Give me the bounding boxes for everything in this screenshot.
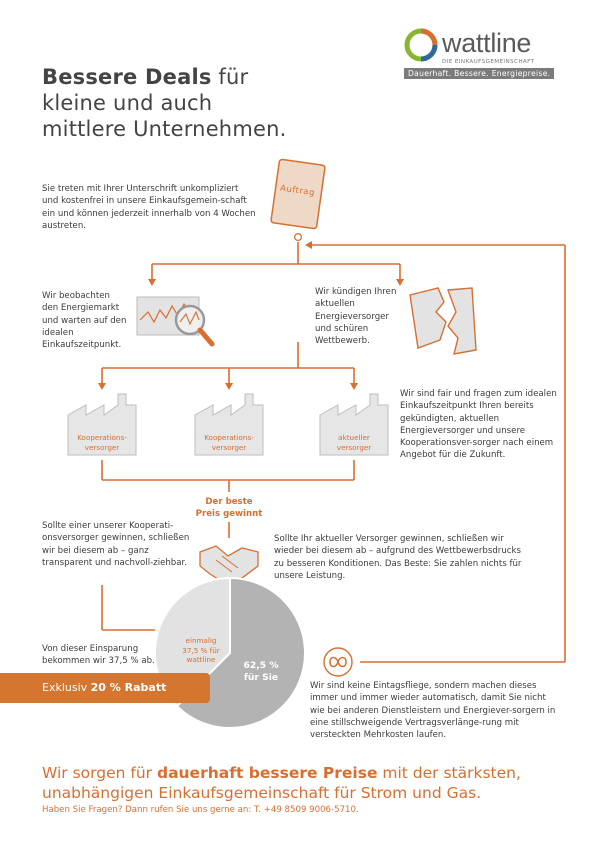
observe-text: Wir beobachten den Energiemarkt und warten auf den idealen Einkaufszeitpunkt. bbox=[42, 291, 127, 351]
factory-label-1: Kooperations- versorger bbox=[77, 433, 127, 452]
pie-label-you: 62,5 % für Sie bbox=[243, 660, 279, 683]
wattline-logo bbox=[404, 28, 535, 65]
title-rest: für bbox=[211, 65, 249, 89]
title-line2: kleine und auch bbox=[42, 91, 213, 115]
market-chart-icon bbox=[137, 297, 212, 344]
savings-text: Von dieser Einsparung bekommen wir 37,5 % ab. bbox=[42, 644, 155, 667]
intro-text: Sie treten mit Ihrer Unterschrift unkompliziert und kostenfrei in unsere Einkaufsgemein-schaft ein und können jederzeit innerhalb von 4 Wochen austreten. bbox=[42, 184, 256, 231]
title-bold: Bessere Deals bbox=[42, 65, 212, 89]
discount-prefix: Exklusiv bbox=[42, 681, 91, 694]
logo-subtitle: DIE EINKAUFSGEMEINSCHAFT bbox=[442, 59, 535, 65]
page-title bbox=[42, 64, 286, 142]
best-price-label: Der beste Preis gewinnt bbox=[195, 497, 263, 519]
auftrag-label: Auftrag bbox=[279, 183, 316, 199]
logo-mark-icon bbox=[404, 28, 438, 62]
title-line3: mittlere Unternehmen. bbox=[42, 117, 287, 141]
current-win-text: Sollte Ihr aktueller Versorger gewinnen, schließen wir wieder bei diesem ab – aufgrund des Wettbewerbsdrucks zu besseren Konditionen. Das Beste: Sie zahlen nichts für unsere Leistung. bbox=[274, 534, 522, 581]
bottom-line2: unabhängigen Einkaufsgemeinschaft für Strom und Gas. bbox=[42, 784, 482, 802]
cancel-text: Wir kündigen Ihren aktuellen Energieversorger und schüren Wettbewerb. bbox=[315, 287, 397, 347]
contact-line: Haben Sie Fragen? Dann rufen Sie uns gerne an: T. +49 8509 9006-5710. bbox=[42, 805, 359, 815]
bottom-claim bbox=[42, 763, 521, 803]
fair-text: Wir sind fair und fragen zum idealen Einkaufszeitpunkt Ihren bereits gekündigten, aktuellen Energieversorger und unsere Kooperationsver-sorger nach einem Angebot für die Zukunft. bbox=[400, 389, 557, 461]
infinity-icon bbox=[324, 648, 352, 676]
infinity-text: Wir sind keine Eintagsfliege, sondern machen dieses immer und immer wieder automatisch, damit Sie nicht wie bei anderen Dienstleistern und Energiever-sorgern in eine stillschweigende Vertragsverlänge-rung mit versteckten Mehrkosten laufen. bbox=[310, 681, 556, 741]
coop-win-text: Sollte einer unserer Kooperati-onsversorger gewinnen, schließen wir bei diesem ab – ganz transparent und nachvoll-ziehbar. bbox=[42, 521, 190, 568]
bottom-bold: dauerhaft bessere Preise bbox=[156, 764, 378, 782]
discount-bold: 20 % Rabatt bbox=[90, 681, 167, 694]
torn-contract-icon bbox=[410, 288, 476, 354]
bottom-pre: Wir sorgen für bbox=[42, 764, 157, 782]
factory-label-2: Kooperations- versorger bbox=[204, 433, 254, 452]
bottom-post: mit der stärksten, bbox=[377, 764, 521, 782]
discount-banner bbox=[0, 673, 210, 703]
factory-label-3: aktueller versorger bbox=[336, 433, 372, 452]
logo-name: wattline bbox=[442, 28, 532, 58]
logo-tagline: Dauerhaft. Bessere. Energiepreise. bbox=[404, 68, 554, 79]
contract-icon bbox=[271, 159, 325, 240]
pie-label-wattline: einmalig 37,5 % für wattline bbox=[182, 636, 220, 665]
